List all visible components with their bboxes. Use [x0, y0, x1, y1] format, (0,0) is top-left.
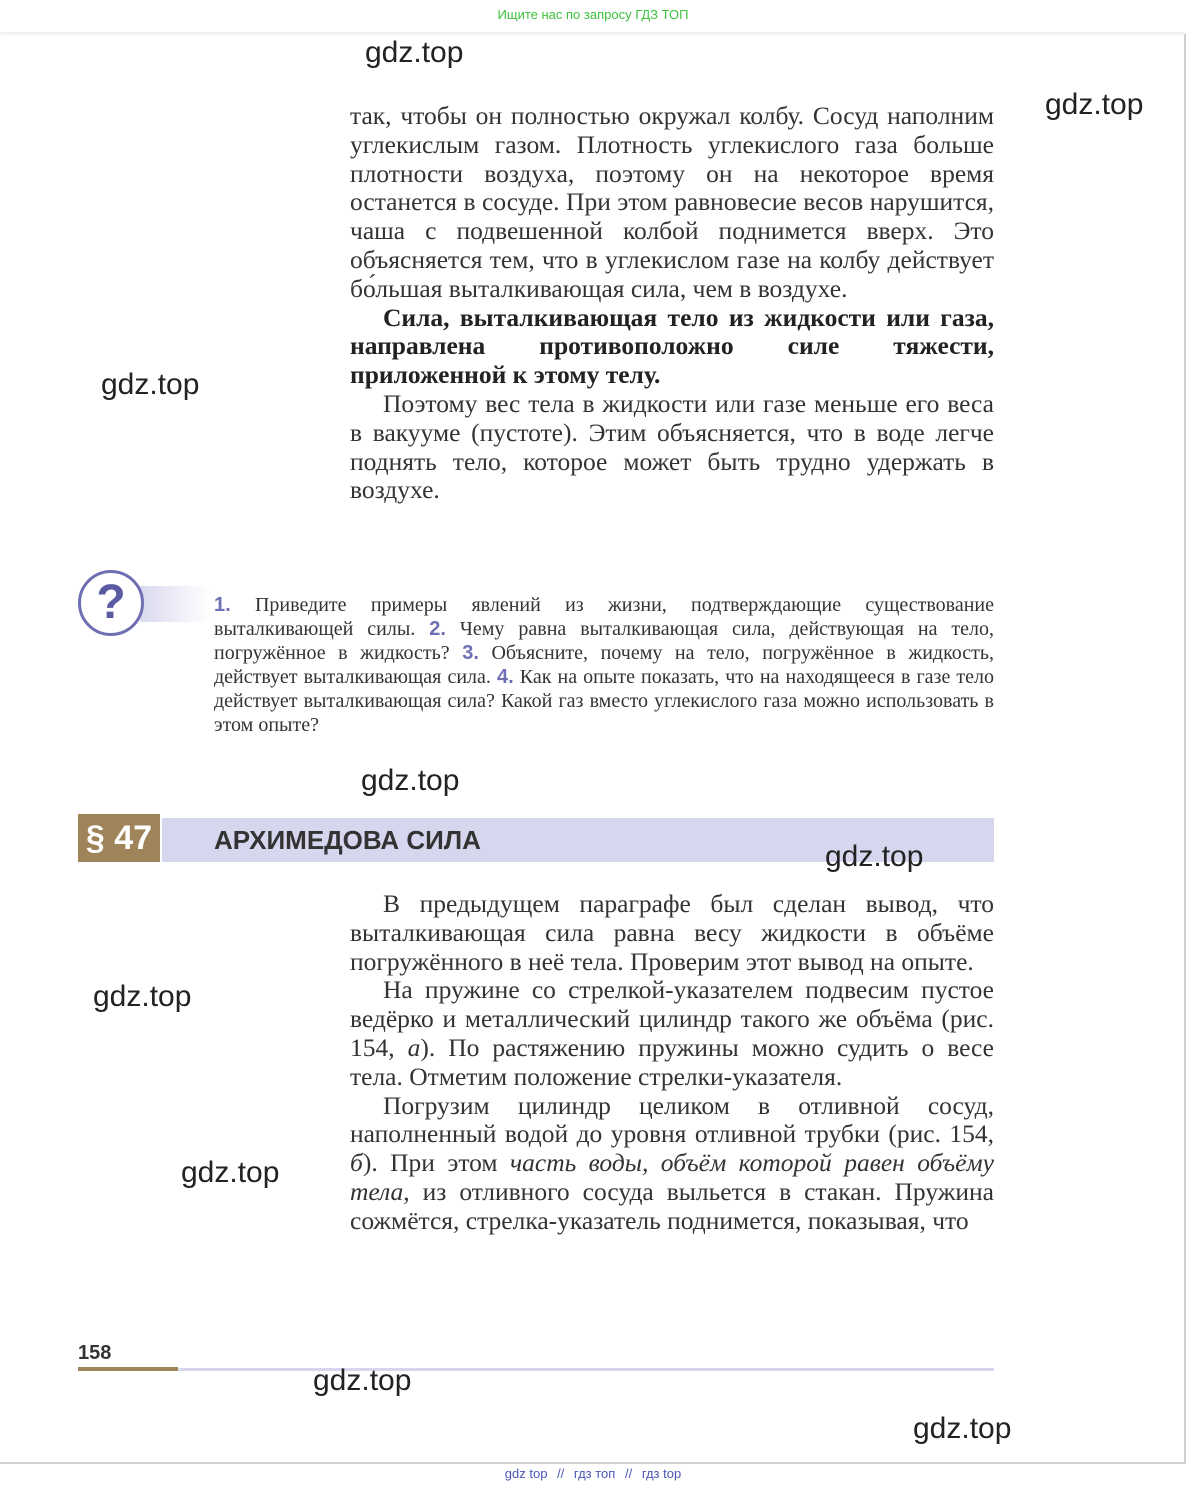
footer-links: [0, 1466, 1186, 1481]
question-number: 1.: [214, 594, 231, 616]
page-footer-rule: [178, 1368, 994, 1371]
paragraph: На пружине со стрелкой-указателем подвесим пустое ведёрко и металлический цилиндр такого же объёма (рис. 154, а). По растяжению пружины можно судить о весе тела. Отметим положение стрелки-указателя.: [350, 975, 994, 1091]
question-text: Объясните, почему на тело, погружённое в жидкость, действует выталкивающая сила.: [214, 642, 995, 688]
paragraph: Погрузим цилиндр целиком в отливной сосуд, наполненный водой до уровня отливной трубки (рис. 154, б). При этом часть воды, объём которой равен объёму тела, из отливного сосуда выльется в стакан. Пружина сожмётся, стрелка-указатель поднимется, показывая, что: [350, 1090, 994, 1235]
question-text: Как на опыте показать, что на находящееся в газе тело действует выталкивающая сила? Какой газ вместо углекислого газа можно использовать в этом опыте?: [214, 666, 995, 736]
watermark: gdz.top: [93, 980, 192, 1013]
body-text-top: [350, 102, 994, 505]
section-title: АРХИМЕДОВА СИЛА: [214, 825, 481, 855]
paragraph: так, чтобы он полностью окружал колбу. Сосуд наполним углекислым газом. Плотность углекислого газа больше плотности воздуха, поэтому он на некоторое время останется в сосуде. При этом равновесие весов нарушится, чаша с подвешенной колбой поднимется вверх. Это объясняется тем, что в углекислом газе на колбу действует бо́льшая выталкивающая сила, чем в воздухе.: [350, 101, 994, 303]
paragraph: В предыдущем параграфе был сделан вывод, что выталкивающая сила равна весу жидкости в объёме погружённого в неё тела. Проверим этот вывод на опыте.: [350, 889, 994, 976]
question-text: Чему равна выталкивающая сила, действующая на тело, погружённое в жидкость?: [214, 618, 995, 664]
paragraph: Поэтому вес тела в жидкости или газе меньше его веса в вакууме (пустоте). Этим объясняется, что в воде легче поднять тело, которое может быть трудно удержать в воздухе.: [350, 388, 994, 505]
footer-link[interactable]: гдз top: [641, 1466, 682, 1481]
question-number: 2.: [429, 618, 446, 640]
watermark: gdz.top: [181, 1156, 280, 1189]
watermark: gdz.top: [365, 36, 464, 69]
watermark: gdz.top: [913, 1412, 1012, 1445]
watermark: gdz.top: [101, 368, 200, 401]
watermark: gdz.top: [361, 764, 460, 797]
question-band: [140, 586, 210, 622]
question-text: Приведите примеры явлений из жизни, подтверждающие существование выталкивающей силы.: [214, 594, 995, 640]
review-questions: [214, 593, 994, 737]
footer-separator: //: [624, 1466, 633, 1481]
page-number: 158: [78, 1342, 112, 1364]
footer-separator: //: [557, 1466, 565, 1481]
footer-link[interactable]: gdz top: [504, 1466, 548, 1481]
search-hint-bar: [0, 0, 1186, 32]
question-mark-icon: ?: [78, 570, 144, 636]
page-number-underline: [78, 1367, 178, 1371]
watermark: gdz.top: [825, 840, 924, 873]
watermark: gdz.top: [313, 1364, 412, 1397]
search-hint-text: Ищите нас по запросу ГДЗ ТОП: [497, 7, 689, 22]
bold-rule: Сила, выталкивающая тело из жидкости или газа, направлена противоположно силе тяжести, приложенной к этому телу.: [350, 302, 994, 390]
body-text-bottom: [350, 890, 994, 1236]
section-number: § 47: [78, 814, 160, 862]
watermark: gdz.top: [1045, 88, 1144, 121]
question-number: 3.: [462, 642, 479, 664]
question-number: 4.: [496, 666, 514, 688]
footer-link[interactable]: гдз топ: [573, 1466, 616, 1481]
